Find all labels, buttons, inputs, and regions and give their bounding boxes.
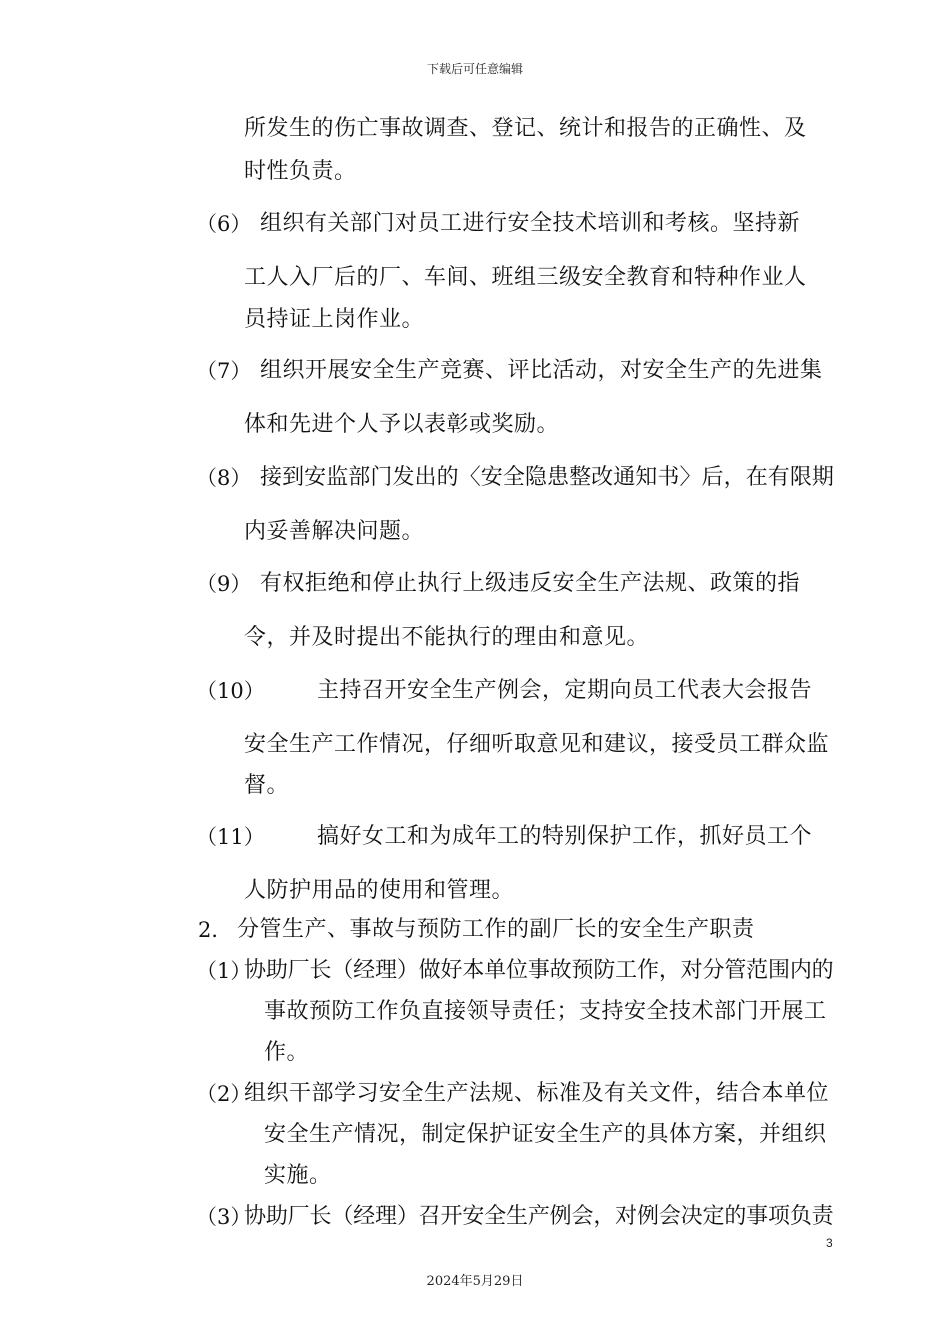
item-marker: （9） — [196, 572, 252, 596]
section-marker: 2． — [198, 918, 233, 942]
text-line: 安全生产情况，制定保护证安全生产的具体方案，并组织 — [264, 1122, 827, 1147]
text-line: 员持证上岗作业。 — [244, 307, 425, 332]
text-line: 工人入厂后的厂、车间、班组三级安全教育和特种作业人 — [244, 265, 807, 290]
text-line: 事故预防工作负直接领导责任；支持安全技术部门开展工 — [264, 999, 827, 1024]
text-line: 所发生的伤亡事故调查、登记、统计和报告的正确性、及 — [244, 116, 807, 141]
text-line: 有权拒绝和停止执行上级违反安全生产法规、政策的指 — [260, 571, 801, 596]
section-heading: 分管生产、事故与预防工作的副厂长的安全生产职责 — [237, 917, 755, 942]
text-line: 组织干部学习安全生产法规、标准及有关文件，结合本单位 — [244, 1081, 830, 1106]
text-line: 主持召开安全生产例会，定期向员工代表大会报告 — [317, 678, 813, 703]
item-marker: （10） — [196, 679, 265, 703]
page-header: 下载后可任意编辑 — [426, 62, 523, 76]
text-line: 搞好女工和为成年工的特别保护工作，抓好员工个 — [317, 824, 813, 849]
item-marker: （6） — [196, 212, 252, 236]
text-line: 体和先进个人予以表彰或奖励。 — [244, 412, 560, 437]
text-line: 令，并及时提出不能执行的理由和意见。 — [244, 625, 650, 650]
text-line: 组织有关部门对员工进行安全技术培训和考核。坚持新 — [260, 211, 801, 236]
item-marker: （3） — [196, 1205, 252, 1229]
text-line: 人防护用品的使用和管理。 — [244, 878, 515, 903]
text-line: 督。 — [244, 773, 290, 798]
item-marker: （8） — [196, 466, 252, 490]
item-marker: （1） — [196, 959, 252, 983]
text-line: 协助厂长（经理）召开安全生产例会，对例会决定的事项负责 — [244, 1204, 834, 1229]
text-line: 内妥善解决问题。 — [244, 519, 425, 544]
text-line: 实施。 — [264, 1163, 332, 1188]
text-line: 协助厂长（经理）做好本单位事故预防工作，对分管范围内的 — [244, 958, 834, 983]
item-marker: （7） — [196, 359, 252, 383]
text-line: 组织开展安全生产竞赛、评比活动，对安全生产的先进集 — [260, 358, 823, 383]
text-line: 作。 — [264, 1040, 310, 1065]
item-marker: （11） — [196, 825, 265, 849]
text-line: 安全生产工作情况，仔细听取意见和建议，接受员工群众监 — [244, 732, 830, 757]
page-number: 3 — [826, 1236, 833, 1250]
text-line: 接到安监部门发出的〈安全隐患整改通知书〉后，在有限期 — [260, 465, 835, 490]
item-marker: （2） — [196, 1082, 252, 1106]
text-line: 时性负责。 — [244, 159, 357, 184]
footer-date: 2024年5月29日 — [426, 1274, 524, 1289]
